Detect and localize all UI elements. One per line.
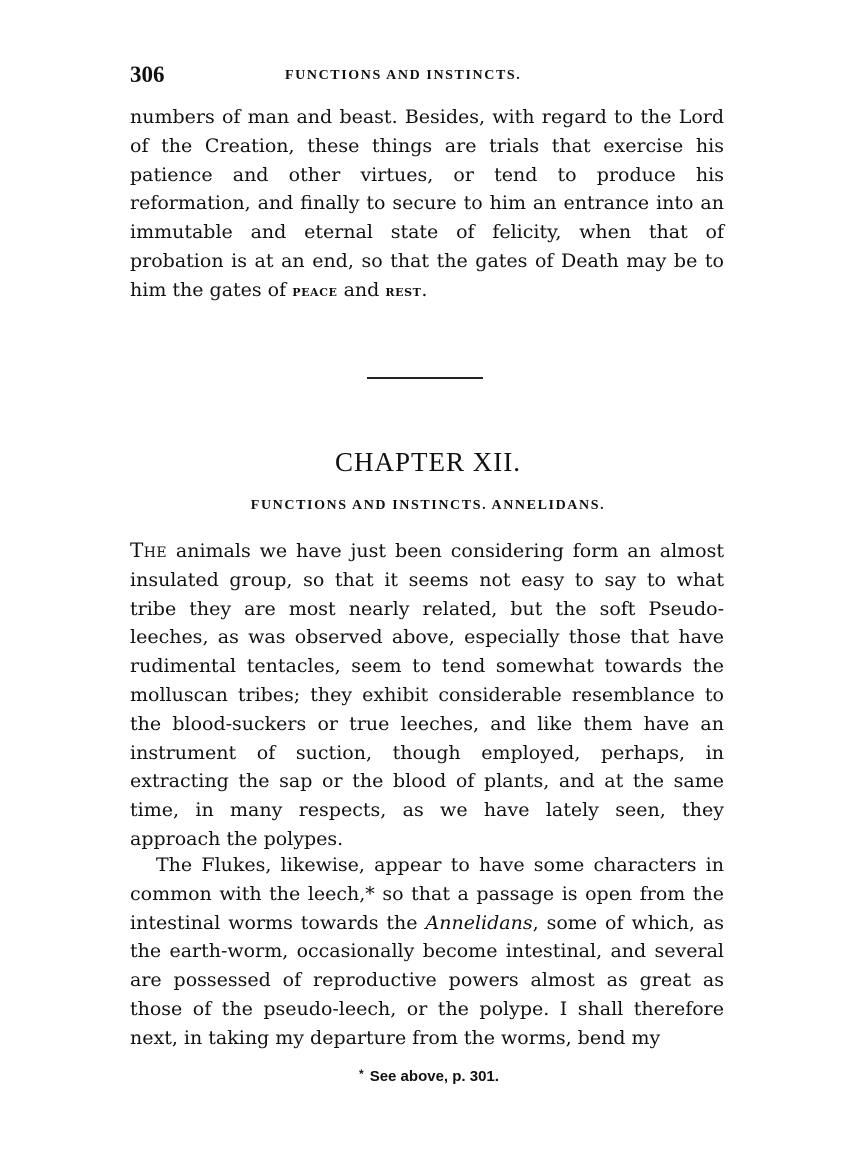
paragraph-2: [130, 536, 724, 854]
paragraph-1-end: .: [421, 278, 428, 301]
footnote-mark: *: [359, 1067, 364, 1081]
chapter-subtitle: FUNCTIONS AND INSTINCTS. ANNELIDANS.: [250, 498, 606, 513]
small-caps-peace: peace: [292, 280, 338, 300]
paragraph-3-text-b: , some of which, as the earth-worm, occasionally become intestinal, and several are possessed of reproductive powers almost as great as those of the pseudo-leech, or the polype. I shall therefore next, in taking my departure from the worms, bend my: [130, 911, 724, 1049]
footnote: [0, 1067, 850, 1085]
italic-annelidans: Annelidans: [425, 911, 533, 934]
paragraph-1: [130, 103, 724, 306]
paragraph-3: [130, 851, 724, 1053]
page-number: 306: [130, 62, 165, 87]
running-head: [130, 62, 730, 92]
paragraph-3-text-a: The Flukes, likewise, appear to have some characters in common with the leech,* so that a passage is open from the intestinal worms towards the: [130, 854, 724, 934]
paragraph-2-lead-word: The: [130, 538, 167, 562]
small-caps-rest: rest: [385, 280, 422, 300]
chapter-title: CHAPTER XII.: [335, 447, 521, 477]
paragraph-2-text: animals we have just been considering form an almost insulated group, so that it seems not easy to say to what tribe they are most nearly related, but the soft Pseudo-leeches, as was observed above, especially those that have rudimental tentacles, seem to tend somewhat towards the molluscan tribes; they exhibit considerable resemblance to the blood-suckers or true leeches, and like them have an instrument of suction, though employed, perhaps, in extracting the sap or the blood of plants, and at the same time, in many respects, as we have lately seen, they approach the polypes.: [130, 540, 724, 850]
paragraph-1-and: and: [337, 278, 386, 301]
running-title: FUNCTIONS AND INSTINCTS.: [285, 68, 522, 83]
paragraph-1-text: numbers of man and beast. Besides, with regard to the Lord of the Creation, these things are trials that exercise his patience and other virtues, or tend to produce his reformation, and finally to secure to him an entrance into an immutable and eternal state of felicity, when that of probation is at an end, so that the gates of Death may be to him the gates of: [130, 106, 724, 301]
footnote-text: See above, p. 301.: [369, 1068, 499, 1085]
section-divider: [367, 377, 483, 379]
